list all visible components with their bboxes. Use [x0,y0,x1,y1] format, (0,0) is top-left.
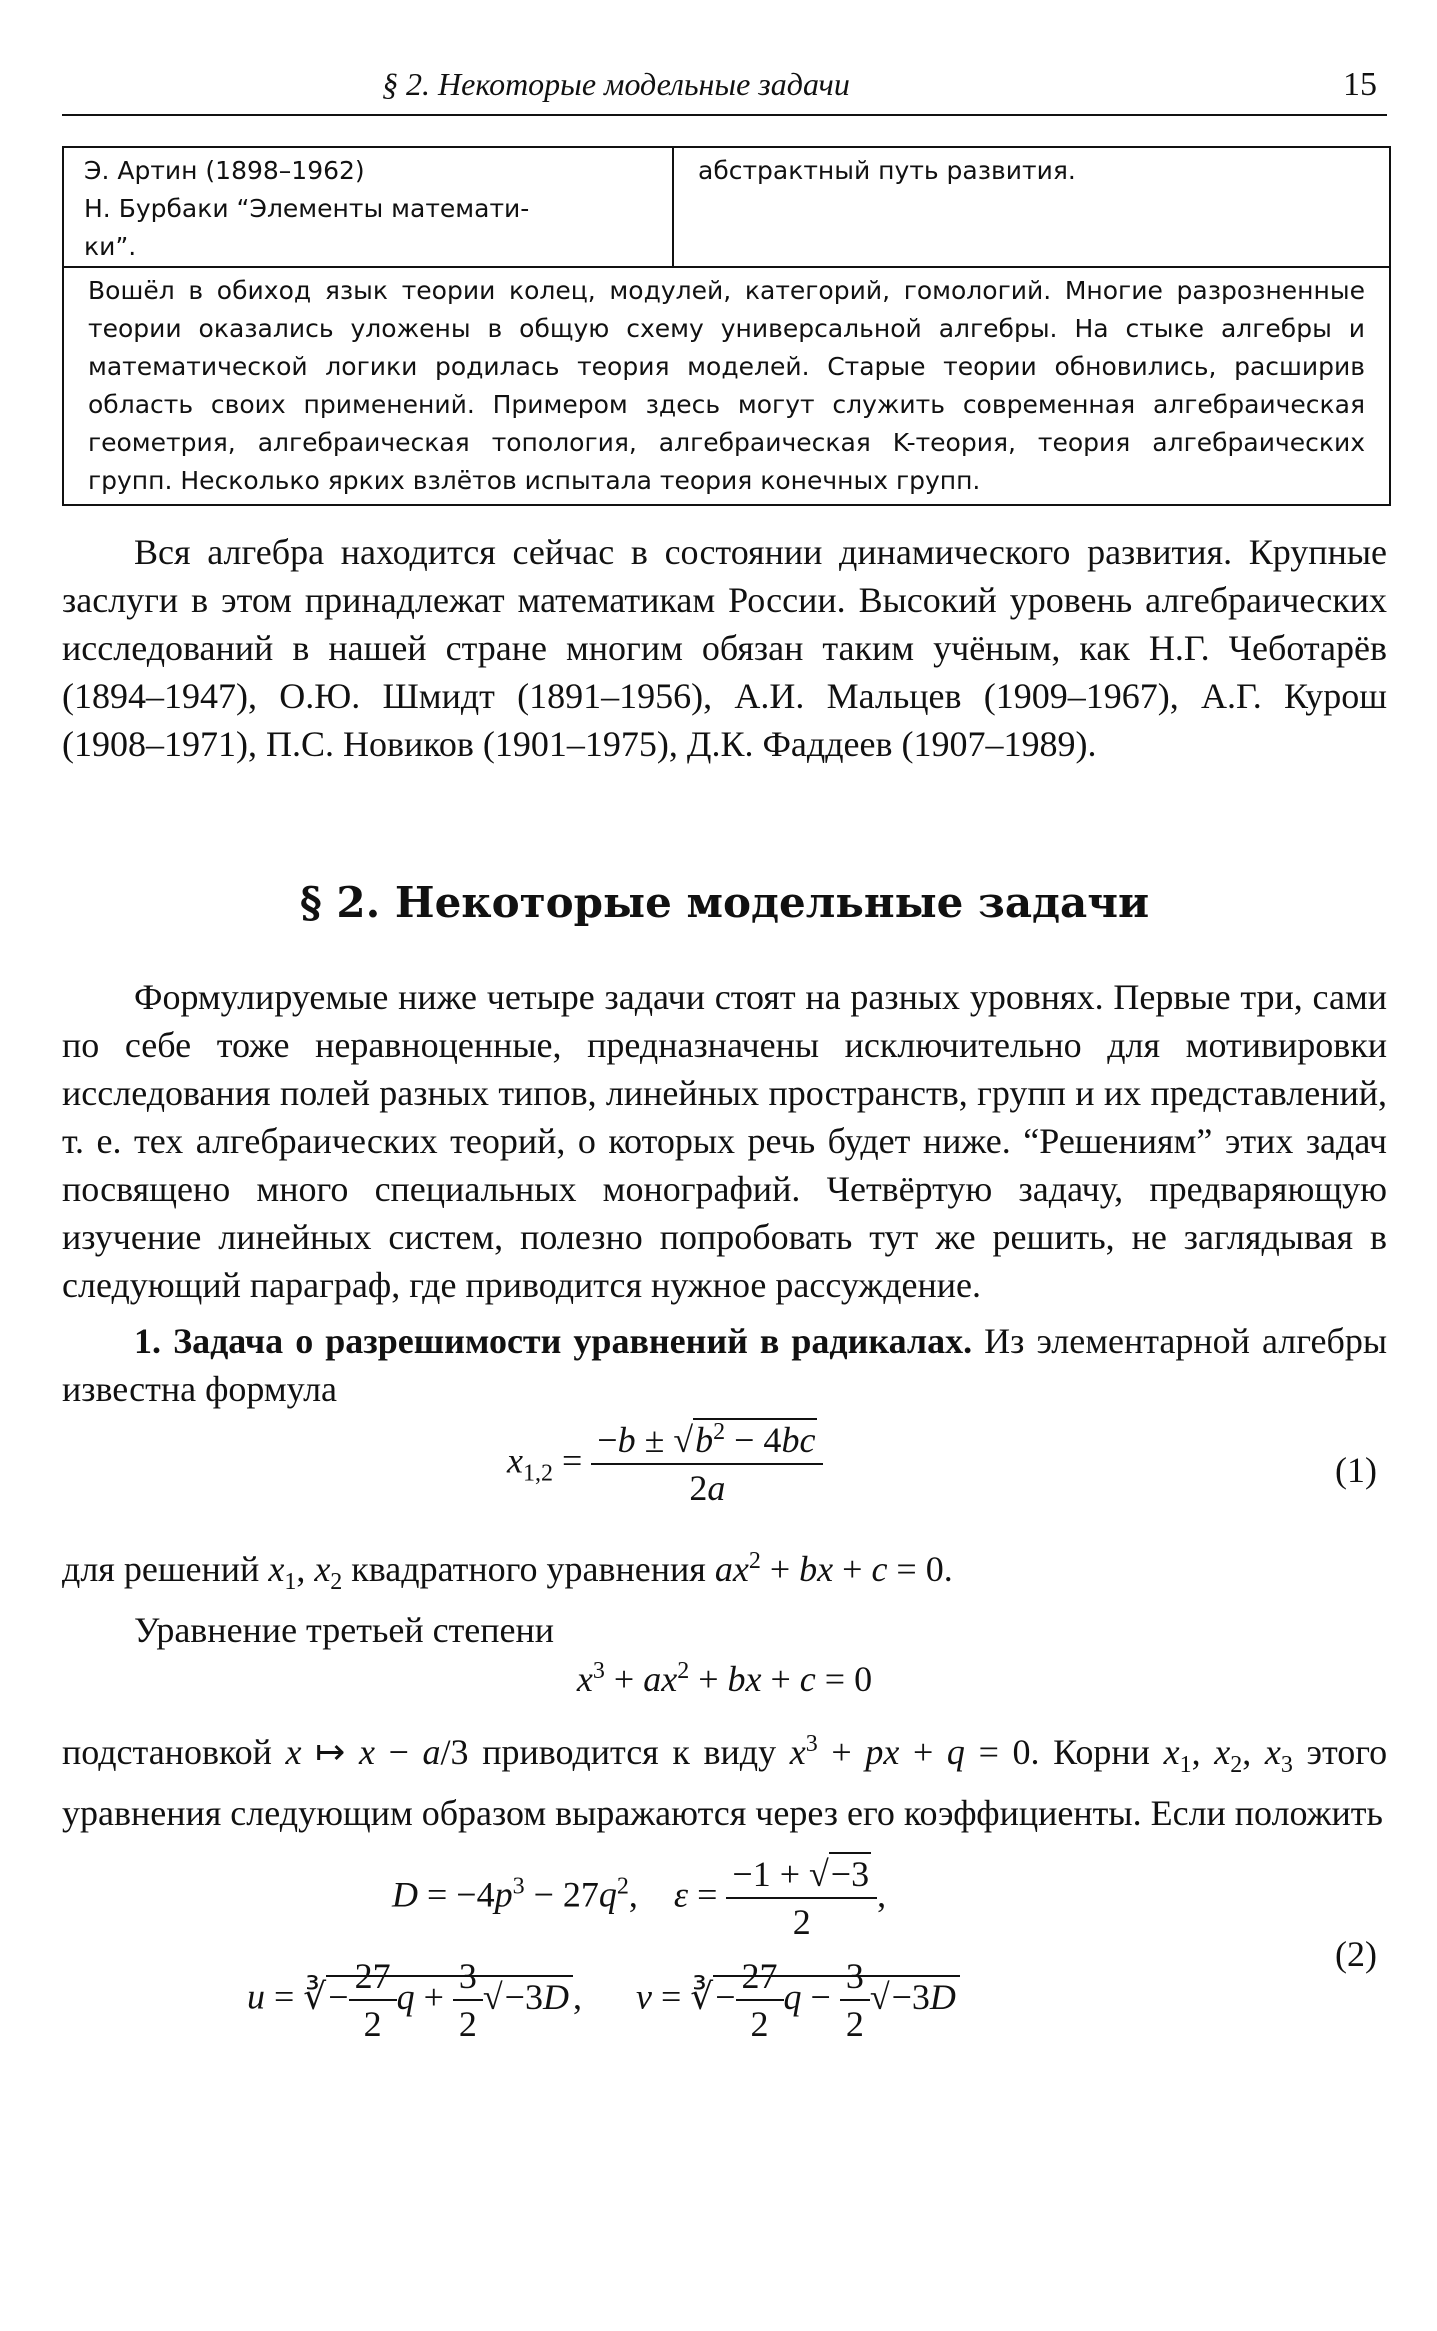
equation-2 [62,1843,1387,2043]
paragraph-problem-1 [62,1317,1387,1413]
subst-part-a: подстановкой [62,1732,272,1773]
paragraph-cubic: Уравнение третьей степени [134,1610,555,1651]
history-table [62,146,1391,506]
section-title: § 2. Некоторые модельные задачи [299,878,1150,927]
page-number: 15 [1343,66,1377,103]
equation-2-number: (2) [1335,1934,1377,1975]
equation-1-number: (1) [1335,1450,1377,1490]
problem-1-text: Из элементарной алгебры известна формула [62,1321,1388,1409]
equation-2-line-1: $D = -4p^3 - 27q^2$, ε = $\frac{-1 + √-3}{2}$ , [392,1854,887,1943]
history-table-top-row [64,148,1389,268]
equation-1 [62,1419,1387,1523]
quadratic-prefix: для решений [62,1549,260,1589]
running-header [62,60,1387,116]
running-title: § 2. Некоторые модельные задачи [382,66,850,102]
paragraph-substitution: подстановкой x ↦ x − a/3 приводится к виду $x^3$ + px + q = 0. Корни $x_1$, $x_2$, $x_3$ этого уравнения следующим образом выражаются через его коэффициенты. Если положить [62,1731,1388,1834]
paragraph-four-problems: Формулируемые ниже четыре задачи стоят на разных уровнях. Первые три, сами по себе тоже неравноценные, предназначены исключительно для мотивировки исследования полей разных типов, линейных пространств, групп и их представлений, т. е. тех алгебраических теорий, о которых речь будет ниже. “Решениям” этих задач посвящено много специальных монографий. Четвёртую задачу, предваряющую изучение линейных систем, полезно попробовать тут же решить, не заглядывая в следующий параграф, где приводится нужное рассуждение. [62,977,1387,1305]
subst-part-b: приводится к виду [482,1732,777,1773]
quadratic-middle: квадратного уравнения [351,1549,706,1589]
subst-part-c: . Корни [1030,1732,1150,1773]
paragraph-quadratic: для решений $x_1$, $x_2$ квадратного уравнения $ax^2$ + bx + c = 0. [62,1548,953,1596]
page [62,60,1387,2043]
left-line: Н. Бурбаки “Элементы математи- [84,194,530,223]
problem-1-title: 1. Задача о разрешимости уравнений в радикалах. [134,1321,973,1361]
history-table-left-cell [64,148,674,266]
paragraph-algebra-development: Вся алгебра находится сейчас в состоянии динамического развития. Крупные заслуги в этом принадлежат математикам России. Высокий уровень алгебраических исследований в нашей стране многим обязан таким учёным, как Н.Г. Чеботарёв (1894–1947), О.Ю. Шмидт (1891–1956), А.И. Мальцев (1909–1967), А.Г. Курош (1908–1971), П.С. Новиков (1901–1975), Д.К. Фаддеев (1907–1989). [62,532,1387,764]
history-table-bottom-cell: Вошёл в обиход язык теории колец, модулей, категорий, гомологий. Многие разрозненные теории оказались уложены в общую схему универсальной алгебры. На стыке алгебры и математической логики родилась теория моделей. Старые теории обновились, расширив область своих применений. Примером здесь могут служить современная алгебраическая геометрия, алгебраическая топология, алгебраическая K-теория, теория алгебраических групп. Несколько ярких взлётов испытала теория конечных групп. [88,276,1365,495]
history-table-right-cell: абстрактный путь развития. [698,156,1076,185]
subst-part-d: этого уравнения следующим образом выражаются через его коэффициенты. Если положить [62,1732,1388,1834]
equation-1-formula: $x_{1,2}$ = $\frac{-b \pm √b^2 - 4bc}{2a}$ [507,1419,823,1509]
left-line: ки”. [84,232,137,261]
left-line: Э. Артин (1898–1962) [84,156,365,185]
equation-cubic: $x^3 + ax^2$ + bx + c = 0 [576,1658,873,1700]
equation-2-line-2: u = ∛− $\frac{27}{2}$ q + $\frac{3}{2}$ √−3D , v = ∛− $\frac{27}{2}$ q − $\frac{3}{2}$ √−3D [247,1955,960,2045]
